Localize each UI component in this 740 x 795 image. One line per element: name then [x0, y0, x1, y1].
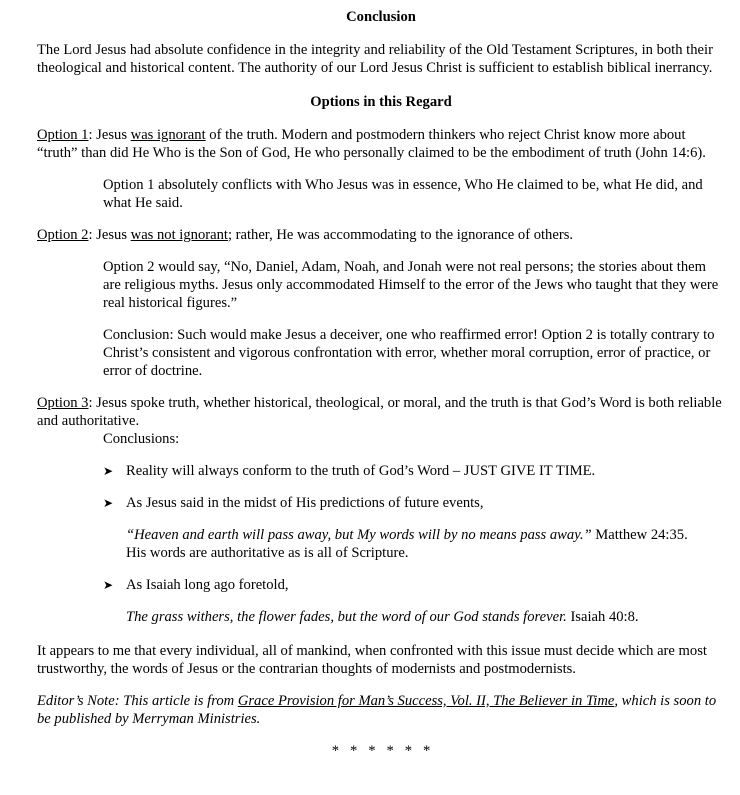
quote-matthew-ref: Matthew 24:35. [591, 527, 688, 543]
option-2-paragraph-2: Conclusion: Such would make Jesus a deceiver, one who reaffirmed error! Option 2 is totally contrary to Christ’s consistent and vigorous confrontation with error, whether moral corruption, error of practice, or error of doctrine. [103, 327, 715, 379]
arrowhead-icon: ➤ [103, 464, 114, 478]
quote-isaiah [37, 608, 725, 626]
section-divider-stars: * * * * * * [331, 743, 431, 759]
heading-options: Options in this Regard [310, 94, 452, 110]
closing-paragraph: It appears to me that every individual, all of mankind, when confronted with this issue must decide which are most trustworthy, the words of Jesus or the contrarian thoughts of modernists and postmodernists. [37, 643, 707, 677]
option-3-label: Option 3 [37, 395, 89, 411]
option-3-text: : Jesus spoke truth, whether historical, theological, or moral, and the truth is that God’s Word is both reliable and authoritative. [37, 395, 722, 429]
option-1-paragraph: Option 1 absolutely conflicts with Who Jesus was in essence, Who He claimed to be, what He did, and what He said. [103, 177, 703, 211]
bullet-1 [37, 462, 725, 480]
heading-conclusion: Conclusion [346, 9, 416, 25]
editor-note-prefix: Editor’s Note: This article is from [37, 693, 238, 709]
option-3 [37, 394, 725, 430]
arrowhead-icon: ➤ [103, 496, 114, 510]
option-1 [37, 126, 725, 162]
option-2-paragraph-1: Option 2 would say, “No, Daniel, Adam, Noah, and Jonah were not real persons; the stories about them are religious myths. Jesus only accommodated Himself to the error of the Jews who taught that they were real historical figures.” [103, 259, 719, 311]
option-2-label: Option 2 [37, 227, 89, 243]
option-1-key: was ignorant [130, 127, 206, 143]
option-2-colon: : Jesus [88, 227, 131, 243]
quote-isaiah-text: The grass withers, the flower fades, but the word of our God stands forever. [126, 609, 567, 625]
quote-matthew-text: “Heaven and earth will pass away, but My words will by no means pass away.” [126, 527, 592, 543]
editor-note-title: Grace Provision for Man’s Success, Vol. II, The Believer in Time [237, 693, 615, 709]
bullet-2 [37, 494, 725, 512]
quote-matthew [37, 526, 725, 562]
bullet-2-text: As Jesus said in the midst of His predictions of future events, [126, 495, 484, 511]
document-page [37, 8, 725, 760]
quote-matthew-after: His words are authoritative as is all of Scripture. [126, 545, 409, 561]
option-1-label: Option 1 [37, 127, 89, 143]
option-1-rest: of the truth. Modern and postmodern thinkers who reject Christ know more about “truth” than did He Who is the Son of God, He who personally claimed to be the embodiment of truth (John 14:6). [37, 127, 706, 161]
option-2 [37, 226, 725, 244]
quote-isaiah-ref: Isaiah 40:8. [566, 609, 639, 625]
bullet-1-text: Reality will always conform to the truth of God’s Word – JUST GIVE IT TIME. [126, 463, 596, 479]
option-1-colon: : Jesus [88, 127, 131, 143]
editor-note-suffix: , which is soon to be published by Merryman Ministries. [37, 693, 717, 727]
bullet-3 [37, 576, 725, 594]
intro-paragraph: The Lord Jesus had absolute confidence in the integrity and reliability of the Old Testament Scriptures, in both their theological and historical content. The authority of our Lord Jesus Christ is sufficient to establish biblical inerrancy. [37, 42, 713, 76]
option-2-key: was not ignorant [130, 227, 228, 243]
option-2-rest: ; rather, He was accommodating to the ignorance of others. [227, 227, 574, 243]
option-3-conclusions: Conclusions: [103, 431, 180, 447]
arrowhead-icon: ➤ [103, 578, 114, 592]
editor-note [37, 692, 725, 728]
bullet-3-text: As Isaiah long ago foretold, [126, 577, 289, 593]
